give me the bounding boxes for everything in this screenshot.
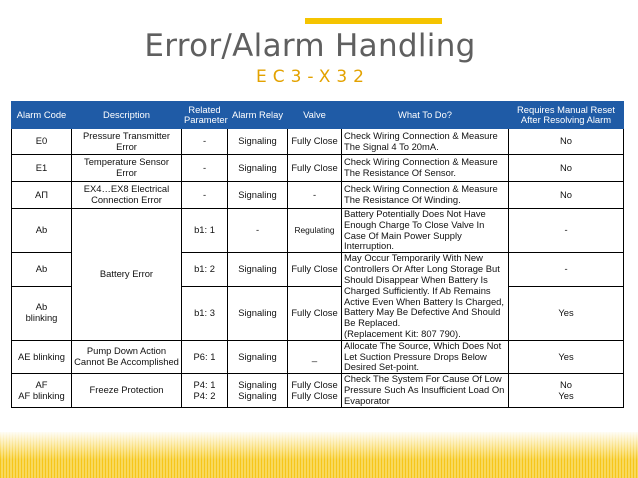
cell-reset: No	[509, 129, 624, 155]
cell-alarm-code: Ab	[12, 209, 72, 253]
cell-alarm-code: AΠ	[12, 182, 72, 209]
cell-what-to-do: Allocate The Source, Which Does Not Let Suction Pressure Drops Below Desired Set-point.	[342, 340, 509, 373]
cell-what-to-do: May Occur Temporarily With New Controllers Or After Long Storage But Should Disappear When Battery Is Charged Sufficiently. If Ab Remains Active Even When Battery Is Charged, Battery May Be Defective And Should Be Replaced. (Replacement Kit: 807 790).	[342, 253, 509, 341]
col-header-related-parameter: Related Parameter	[182, 102, 228, 129]
cell-relay: Signaling	[228, 155, 288, 182]
cell-valve: Regulating	[288, 209, 342, 253]
col-header-alarm-relay: Alarm Relay	[228, 102, 288, 129]
cell-relay: Signaling	[228, 129, 288, 155]
cell-relay: Signaling	[228, 182, 288, 209]
table-row	[12, 182, 624, 209]
cell-parameter: b1: 2	[182, 253, 228, 287]
cell-relay: Signaling Signaling	[228, 374, 288, 408]
cell-description: Pressure Transmitter Error	[72, 129, 182, 155]
col-header-valve: Valve	[288, 102, 342, 129]
cell-valve: -	[288, 182, 342, 209]
table-row	[12, 340, 624, 373]
page-title: Error/Alarm Handling	[144, 28, 476, 64]
cell-what-to-do: Battery Potentially Does Not Have Enough Charge To Close Valve In Case Of Main Power Supply Interruption.	[342, 209, 509, 253]
cell-parameter: P6: 1	[182, 340, 228, 373]
cell-description: Temperature Sensor Error	[72, 155, 182, 182]
table-row	[12, 129, 624, 155]
cell-alarm-code: Ab blinking	[12, 286, 72, 340]
table-row	[12, 209, 624, 253]
cell-parameter: b1: 1	[182, 209, 228, 253]
cell-parameter: -	[182, 182, 228, 209]
table-row	[12, 155, 624, 182]
bottom-band-fade	[0, 432, 638, 478]
cell-what-to-do: Check Wiring Connection & Measure The Resistance Of Winding.	[342, 182, 509, 209]
cell-parameter: -	[182, 155, 228, 182]
alarm-table	[11, 101, 624, 408]
table-header-row	[12, 102, 624, 129]
cell-valve: Fully Close	[288, 253, 342, 287]
cell-alarm-code: AE blinking	[12, 340, 72, 373]
col-header-description: Description	[72, 102, 182, 129]
cell-alarm-code: E0	[12, 129, 72, 155]
cell-description: Battery Error	[72, 209, 182, 341]
cell-parameter: b1: 3	[182, 286, 228, 340]
cell-alarm-code: Ab	[12, 253, 72, 287]
cell-what-to-do: Check Wiring Connection & Measure The Signal 4 To 20mA.	[342, 129, 509, 155]
cell-what-to-do: Check The System For Cause Of Low Pressure Such As Insufficient Load On Evaporator	[342, 374, 509, 408]
cell-reset: Yes	[509, 340, 624, 373]
cell-description: EX4…EX8 Electrical Connection Error	[72, 182, 182, 209]
cell-parameter: -	[182, 129, 228, 155]
page-subtitle: EC3-X32	[256, 67, 370, 87]
cell-parameter: P4: 1 P4: 2	[182, 374, 228, 408]
cell-relay: -	[228, 209, 288, 253]
cell-description: Freeze Protection	[72, 374, 182, 408]
cell-reset: No	[509, 155, 624, 182]
cell-reset: No	[509, 182, 624, 209]
cell-reset: -	[509, 209, 624, 253]
cell-relay: Signaling	[228, 286, 288, 340]
cell-valve: Fully Close Fully Close	[288, 374, 342, 408]
col-header-manual-reset: Requires Manual Reset After Resolving Alarm	[509, 102, 624, 129]
cell-reset: No Yes	[509, 374, 624, 408]
cell-reset: Yes	[509, 286, 624, 340]
cell-description: Pump Down Action Cannot Be Accomplished	[72, 340, 182, 373]
cell-valve: Fully Close	[288, 155, 342, 182]
col-header-what-to-do: What To Do?	[342, 102, 509, 129]
cell-valve: _	[288, 340, 342, 373]
cell-alarm-code: E1	[12, 155, 72, 182]
table-row	[12, 374, 624, 408]
col-header-alarm-code: Alarm Code	[12, 102, 72, 129]
cell-alarm-code: AF AF blinking	[12, 374, 72, 408]
cell-relay: Signaling	[228, 340, 288, 373]
cell-reset: -	[509, 253, 624, 287]
cell-valve: Fully Close	[288, 129, 342, 155]
cell-what-to-do: Check Wiring Connection & Measure The Resistance Of Sensor.	[342, 155, 509, 182]
cell-relay: Signaling	[228, 253, 288, 287]
title-accent-bar	[305, 18, 442, 24]
cell-valve: Fully Close	[288, 286, 342, 340]
